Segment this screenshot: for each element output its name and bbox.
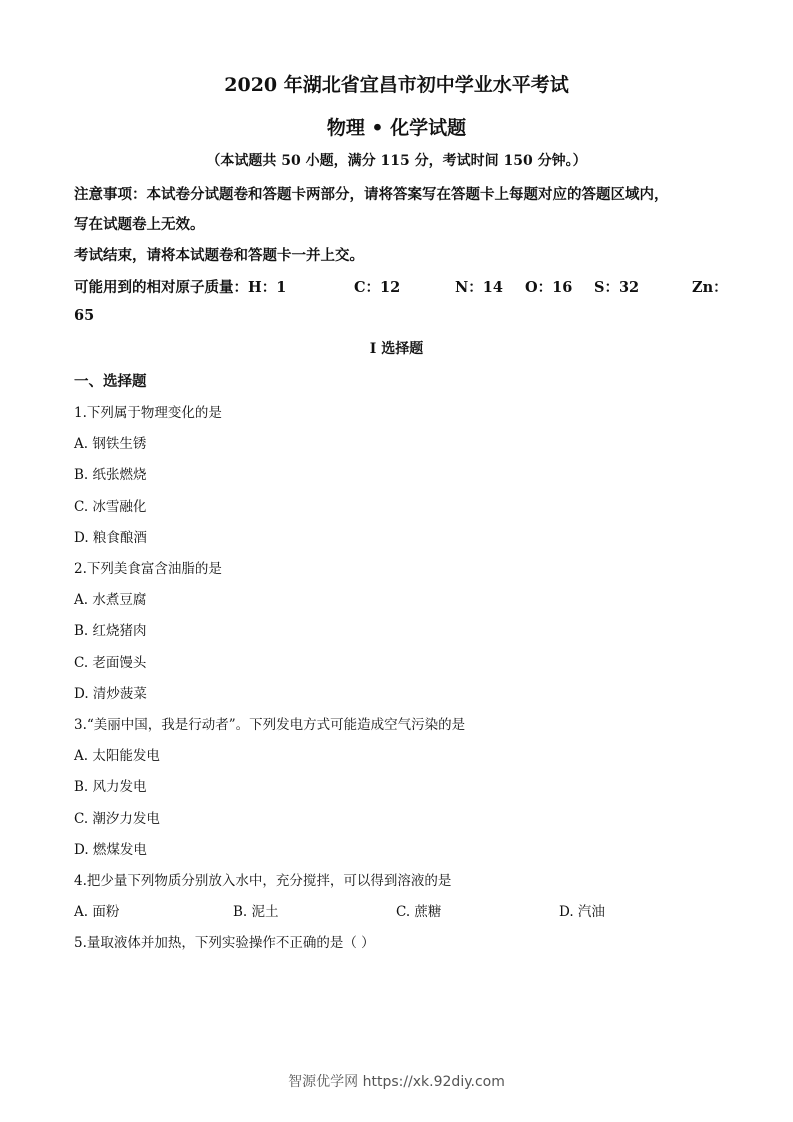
question-1-option-a: A. 钢铁生锈 — [74, 436, 147, 452]
atomic-mass-zn: Zn： — [692, 279, 728, 296]
question-5-stem: 5.量取液体并加热，下列实验操作不正确的是（ ） — [74, 935, 375, 951]
question-2-option-d: D. 清炒菠菜 — [74, 686, 147, 702]
question-4-option-c: C. 蔗糖 — [396, 904, 442, 920]
section-heading: 一、选择题 — [74, 373, 147, 390]
question-4-stem: 4.把少量下列物质分别放入水中，充分搅拌，可以得到溶液的是 — [74, 873, 452, 889]
question-4-option-d: D. 汽油 — [559, 904, 605, 920]
question-1-option-b: B. 纸张燃烧 — [74, 467, 147, 483]
question-4-option-a: A. 面粉 — [74, 904, 120, 920]
exam-note: （本试题共 50 小题，满分 115 分，考试时间 150 分钟。） — [206, 153, 587, 169]
page-subtitle: 物理 • 化学试题 — [326, 117, 467, 139]
instructions-line-1: 注意事项：本试卷分试题卷和答题卡两部分，请将答案写在答题卡上每题对应的答题区域内， — [74, 186, 669, 203]
question-3-option-d: D. 燃煤发电 — [74, 842, 147, 858]
atomic-mass-zn-value: 65 — [74, 307, 95, 324]
question-3-option-a: A. 太阳能发电 — [74, 748, 160, 764]
question-1-option-c: C. 冰雪融化 — [74, 499, 147, 515]
question-3-stem: 3.“美丽中国，我是行动者”。下列发电方式可能造成空气污染的是 — [74, 717, 466, 733]
question-2-option-b: B. 红烧猪肉 — [74, 623, 147, 639]
atomic-mass-c: C：12 — [354, 279, 401, 296]
part-heading: I 选择题 — [369, 341, 424, 357]
page-title: 2020 年湖北省宜昌市初中学业水平考试 — [224, 74, 569, 96]
instructions-line-2: 写在试题卷上无效。 — [74, 216, 205, 233]
question-4-option-b: B. 泥土 — [233, 904, 279, 920]
atomic-mass-o: O：16 — [525, 279, 573, 296]
question-1-option-d: D. 粮食酿酒 — [74, 530, 147, 546]
instructions-line-3: 考试结束，请将本试题卷和答题卡一并上交。 — [74, 247, 364, 264]
atomic-mass-label: 可能用到的相对原子质量：H：1 — [74, 279, 287, 296]
question-2-option-a: A. 水煮豆腐 — [74, 592, 147, 608]
atomic-mass-n: N：14 — [455, 279, 503, 296]
atomic-mass-s: S：32 — [594, 279, 640, 296]
question-2-stem: 2.下列美食富含油脂的是 — [74, 561, 222, 577]
question-3-option-b: B. 风力发电 — [74, 779, 147, 795]
footer-watermark: 智源优学网 https://xk.92diy.com — [288, 1074, 505, 1090]
question-1-stem: 1.下列属于物理变化的是 — [74, 405, 222, 421]
question-2-option-c: C. 老面馒头 — [74, 655, 147, 671]
question-3-option-c: C. 潮汐力发电 — [74, 811, 160, 827]
